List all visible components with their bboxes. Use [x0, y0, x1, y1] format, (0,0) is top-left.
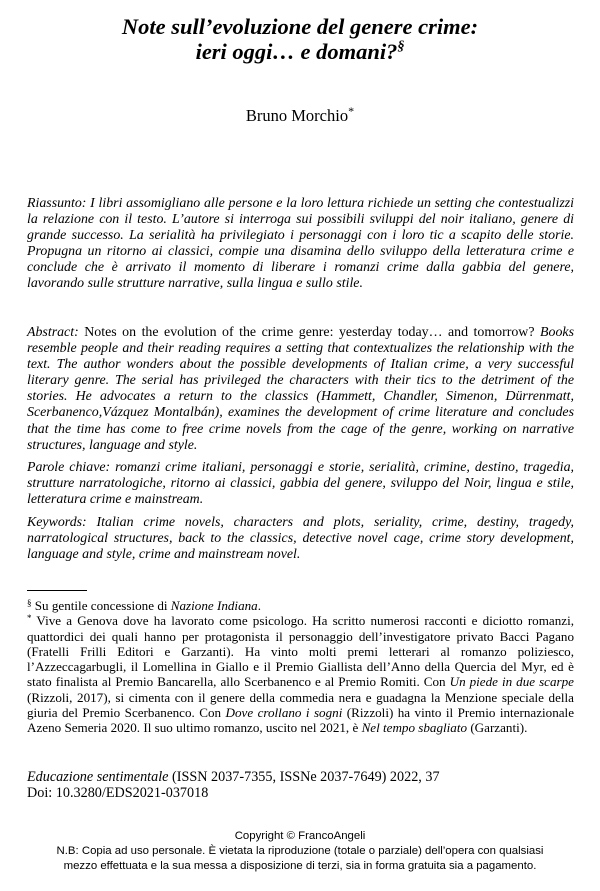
copyright-line: Copyright © FrancoAngeli — [234, 830, 366, 842]
footnote-1-mark: § — [27, 598, 32, 608]
footnotes — [27, 598, 574, 736]
footnote-2-book-1: Un piede in due scarpe — [449, 674, 574, 690]
title-line-1: Note sull’evoluzione del genere crime: — [121, 14, 479, 39]
riassunto: Riassunto: I libri assomigliano alle persone e la loro lettura richiede un setting che contestualizzi la relazione con il testo. L’autore si interroga sui possibili sviluppi del noir italiano, genere di grande successo. La serialità ha privilegiato i personaggi con i loro tic a scapito delle storie. Propugna un ritorno ai classici, compie una disamina dello sviluppo della letteratura crime e conclude che è arrivato il momento di liberare i romanzi crime dalla gabbia del genere, lavorando sulle strutture narrative, sulla lingua e sullo stile. — [27, 196, 574, 292]
footnote-1: § Su gentile concessione di Nazione Indiana. — [27, 598, 261, 613]
title-line-2: ieri oggi… e domani? — [195, 39, 398, 64]
title-footnote-mark: § — [397, 39, 405, 54]
journal-citation — [27, 769, 574, 801]
abstract-en — [27, 325, 574, 454]
copyright-footer — [0, 829, 600, 874]
journal-name: Educazione sentimentale — [27, 769, 169, 785]
abstract-title: Notes on the evolution of the crime genre: yesterday today… and tomorrow? — [84, 325, 535, 340]
footnote-1-source: Nazione Indiana — [170, 598, 258, 613]
author-footnote-mark: * — [348, 104, 355, 118]
abstract-label: Abstract: — [27, 325, 79, 340]
notice-line-2: mezzo effettuata e la sua messa a disposizione di terzi, sia in forma gratuita sia a pagamento. — [63, 860, 537, 872]
author-text: Bruno Morchio — [245, 106, 349, 125]
parole-chiave: Parole chiave: romanzi crime italiani, personaggi e storie, serialità, crimine, destino, tragedia, strutture narratologiche, ritorno ai classici, gabbia del genere, sviluppo del Noir, lingua e stile, letteratura crime e mainstream. — [27, 460, 574, 508]
notice-line-1: N.B: Copia ad uso personale. È vietata la riproduzione (totale o parziale) dell’opera con qualsiasi — [56, 845, 544, 857]
journal-issn: (ISSN 2037-7355, ISSNe 2037-7649) 2022, 37 — [168, 769, 440, 785]
footnote-divider — [27, 590, 87, 591]
article-title — [0, 14, 600, 64]
footnote-2-book-2: Dove crollano i sogni — [225, 705, 343, 721]
footnote-2-mark: * — [27, 613, 32, 624]
keywords: Keywords: Italian crime novels, characters and plots, seriality, crime, destiny, tragedy, narratological structures, back to the classics, detective novel cage, crime story development, language and style, crime and mainstream novel. — [27, 515, 574, 563]
footnote-2: * Vive a Genova dove ha lavorato come psicologo. Ha scritto numerosi racconti e diciotto romanzi, quattordici dei quali hanno per protagonista il personaggio dell’investigatore privato Bacci Pagano (Fratelli Frilli Editori e Garzanti). Ha vinto molti premi letterari al romanzo poliziesco, l’Azzeccagarbugli, il Lomellina in Giallo e il Premio Giallista dell’Anno della Quercia del Myr, ed è stato finalista al Premio Bancarella, allo Scerbanenco e al Premio Romiti. Con Un piede in due scarpe (Rizzoli, 2017), si cimenta con il genere della commedia nera e guadagna la Menzione speciale della giuria del Premio Scerbanenco. Con Dove crollano i sogni (Rizzoli) ha vinto il Premio internazionale Azeno Semeria 2020. Il suo ultimo romanzo, uscito nel 2021, è Nel tempo sbagliato (Garzanti). — [27, 613, 575, 736]
abstract-text: Books resemble people and their reading requires a setting that contextualizes the relationship with the text. The author wonders about the possible developments of Italian crime, a very successful literary genre. The serial has privileged the characters with their tics to the detriment of the stories. He advocates a return to the classics (Hammett, Chandler, Simenon, Dürrenmatt, Scerbanenco,Vázquez Montalbán), examines the development of crime literature and concludes that the time has come to free crime novels from the cage of the genre, working on narrative structures, language and style. — [27, 325, 574, 453]
footnote-2-book-3: Nel tempo sbagliato — [361, 720, 468, 736]
author-name — [0, 106, 600, 126]
doi: Doi: 10.3280/EDS2021-037018 — [27, 785, 209, 801]
